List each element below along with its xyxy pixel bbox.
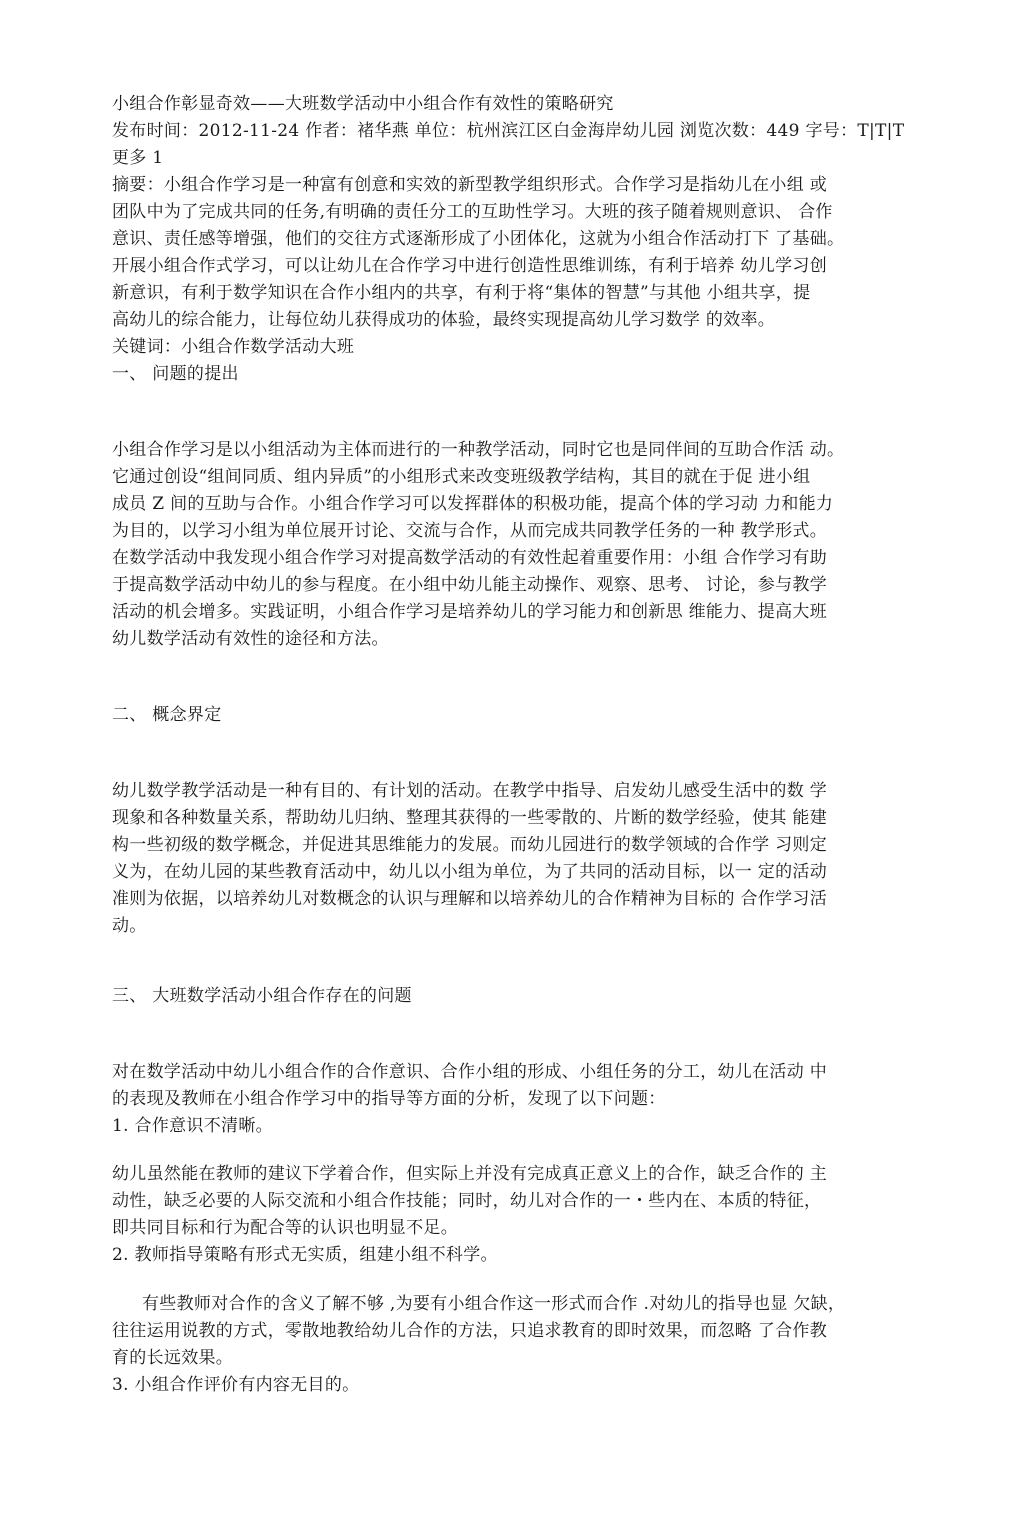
- paragraph-line: 在数学活动中我发现小组合作学习对提高数学活动的有效性起着重要作用：小组 合作学习有助: [112, 548, 828, 568]
- paragraph-line: 成员 Z 间的互助与合作。小组合作学习可以发挥群体的积极功能，提高个体的学习动 力和能力: [112, 494, 834, 514]
- keywords: 关键词：小组合作数学活动大班: [112, 337, 355, 357]
- abstract-line: 高幼儿的综合能力，让每位幼儿获得成功的体验，最终实现提高幼儿学习数学 的效率。: [112, 310, 776, 330]
- section3-heading: 三、 大班数学活动小组合作存在的问题: [112, 986, 412, 1006]
- section2-heading: 二、 概念界定: [112, 705, 222, 725]
- paragraph-line: 于提高数学活动中幼儿的参与程度。在小组中幼儿能主动操作、观察、思考、 讨论，参与教学: [112, 575, 828, 595]
- paragraph-line: 幼儿数学活动有效性的途径和方法。: [112, 629, 389, 649]
- paragraph-line: 育的长远效果。: [112, 1348, 234, 1368]
- paragraph-line: 有些教师对合作的含义了解不够 ,为要有小组合作这一形式而合作 .对幼儿的指导也显 欠缺，: [142, 1294, 846, 1314]
- list-item-title: 3. 小组合作评价有内容无目的。: [112, 1375, 360, 1395]
- paragraph-line: 准则为依据，以培养幼儿对数概念的认识与理解和以培养幼儿的合作精神为目标的 合作学习活: [112, 889, 828, 909]
- paragraph-line: 动。: [112, 916, 147, 936]
- paragraph-line: 现象和各种数量关系，帮助幼儿归纳、整理其获得的一些零散的、片断的数学经验，使其 能建: [112, 808, 828, 828]
- paragraph-line: 的表现及教师在小组合作学习中的指导等方面的分析，发现了以下问题：: [112, 1089, 666, 1109]
- more-link[interactable]: 更多 1: [112, 148, 164, 168]
- paragraph-line: 对在数学活动中幼儿小组合作的合作意识、合作小组的形成、小组任务的分工，幼儿在活动 中: [112, 1062, 828, 1082]
- document-title: 小组合作彰显奇效——大班数学活动中小组合作有效性的策略研究: [112, 94, 614, 114]
- paragraph-line: 即共同目标和行为配合等的认识也明显不足。: [112, 1218, 458, 1238]
- abstract-line: 意识、责任感等增强，他们的交往方式逐渐形成了小团体化，这就为小组合作活动打下 了基础。: [112, 229, 845, 249]
- abstract-line: 团队中为了完成共同的任务,有明确的责任分工的互助性学习。大班的孩子随着规则意识、 合作: [112, 202, 833, 222]
- abstract-line: 开展小组合作式学习，可以让幼儿在合作学习中进行创造性思维训练，有利于培养 幼儿学习创: [112, 256, 828, 276]
- paragraph-line: 为目的，以学习小组为单位展开讨论、交流与合作，从而完成共同教学任务的一种 教学形式。: [112, 521, 828, 541]
- list-item-title: 2. 教师指导策略有形式无实质，组建小组不科学。: [112, 1245, 498, 1265]
- paragraph-line: 义为，在幼儿园的某些教育活动中，幼儿以小组为单位，为了共同的活动目标，以一 定的活动: [112, 862, 828, 882]
- paragraph-line: 幼儿虽然能在教师的建议下学着合作，但实际上并没有完成真正意义上的合作，缺乏合作的 主: [112, 1164, 828, 1184]
- list-item-title: 1. 合作意识不清晰。: [112, 1116, 273, 1136]
- paragraph-line: 活动的机会增多。实践证明，小组合作学习是培养幼儿的学习能力和创新思 维能力、提高大班: [112, 602, 828, 622]
- paragraph-line: 小组合作学习是以小组活动为主体而进行的一种教学活动，同时它也是同伴间的互助合作活 动。: [112, 440, 845, 460]
- paragraph-line: 构一些初级的数学概念，并促进其思维能力的发展。而幼儿园进行的数学领域的合作学 习则定: [112, 835, 828, 855]
- document-meta: 发布时间：2012-11-24 作者：褚华燕 单位：杭州滨江区白金海岸幼儿园 浏览次数：449 字号：T|T|T: [112, 121, 905, 141]
- paragraph-line: 往往运用说教的方式，零散地教给幼儿合作的方法，只追求教育的即时效果，而忽略 了合作教: [112, 1321, 828, 1341]
- paragraph-line: 它通过创设“组间同质、组内异质”的小组形式来改变班级教学结构，其目的就在于促 进小组: [112, 467, 811, 487]
- paragraph-line: 动性，缺乏必要的人际交流和小组合作技能；同时，幼儿对合作的一・些内在、本质的特征，: [112, 1191, 822, 1211]
- abstract-line: 摘要：小组合作学习是一种富有创意和实效的新型教学组织形式。合作学习是指幼儿在小组 或: [112, 175, 828, 195]
- paragraph-line: 幼儿数学教学活动是一种有目的、有计划的活动。在教学中指导、启发幼儿感受生活中的数 学: [112, 781, 828, 801]
- abstract-line: 新意识，有利于数学知识在合作小组内的共享，有利于将“集体的智慧”与其他 小组共享，提: [112, 283, 811, 303]
- section1-heading: 一、 问题的提出: [112, 364, 239, 384]
